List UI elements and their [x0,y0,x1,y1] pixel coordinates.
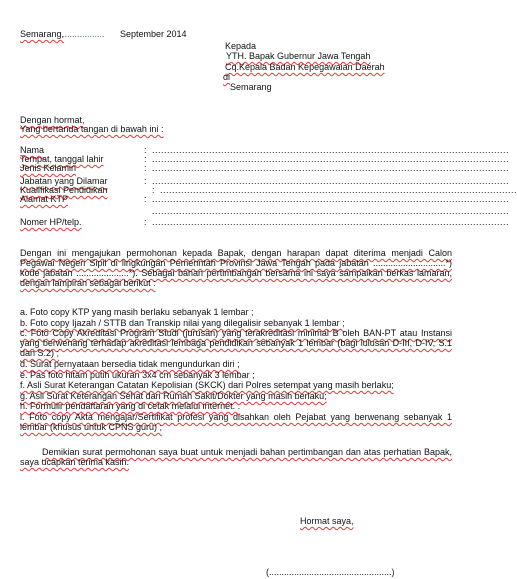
attachment-item-i: i. Foto copy Akta mengajar/Sertifikat profesi yang disahkan oleh Pejabat yang berwenang sebanyak 1 lembar (khusus untuk CPNS guru) ; [20,412,452,432]
field-colon: : [144,176,147,186]
field-label-nama: Nama [20,145,45,155]
recipient-city: Semarang [230,82,272,92]
greeting: Dengan hormat, [20,115,85,125]
field-label-ttl: Tempat, tanggal lahir [20,154,104,164]
field-label-alamat: Alamat KTP [20,194,69,204]
signature-salutation: Hormat saya, [300,516,354,526]
recipient-yth: YTH. Bapak Gubernur Jawa Tengah [226,51,371,61]
attachment-item-d: d. Surat pernyataan bersedia tidak mengundurkan diri ; [20,359,240,369]
place-date: Semarang, [20,29,65,39]
recipient-cq: Cq.Kepala Badan Kepegawaian Daerah [225,62,385,72]
field-colon: : [144,154,147,164]
field-dots-pendidikan: ....................................................................................................................... [160,185,517,195]
field-colon: : [144,145,147,155]
recipient-kepada: Kepada [225,41,257,51]
body-paragraph: Dengan ini mengajukan permohonan kepada Bapak, dengan harapan dapat diterima menjadi Calon Pegawai Negeri Sipil di lingkungan Pemerintah Provinsi Jawa Tengah pada jabatan .............................*) kode jabatan .....................*). Sebagai bahan pertimbangan bersama ini saya sampaikan berkas lamaran, dengan lampiran sebagai berikut : [20,248,452,288]
attachment-item-h: h. Formulir pendaftaran yang di cetak melalui internet. . [20,401,241,411]
field-dots-gender: ....................................................................................................................... [152,163,510,173]
field-label-gender: Jenis Kelamin [20,163,77,173]
field-colon: : [144,217,147,227]
field-dots-jabatan: ....................................................................................................................... [152,176,510,186]
field-dots-alamat-2: ....................................................................................................................... [152,206,510,216]
field-label-jabatan: Jabatan yang Dilamar [20,176,108,186]
signature-name-line: (.................................................) [266,567,395,577]
field-colon: : [144,194,147,204]
field-dots-ttl: ....................................................................................................................... [152,154,510,164]
field-colon: : [152,185,155,195]
field-label-hp: Nomer HP/telp. [20,217,82,227]
field-label-pendidikan: Kualifikasi Pendidikan [20,185,108,195]
recipient-di: di [223,72,231,82]
month-year: September 2014 [120,29,187,39]
date-blank: ................. [62,29,105,39]
attachment-item-a: a. Foto copy KTP yang masih berlaku sebanyak 1 lembar ; [20,307,254,317]
attachment-item-g: g. Asli Surat Keterangan Sehat dari Rumah Sakit/Dokter yang masih berlaku; [20,391,327,401]
attachment-item-f: f. Asli Surat Keterangan Catatan Kepolisian (SKCK) dari Polres setempat yang masih berlaku; [20,380,394,390]
attachment-item-e: e. Pas foto hitam putih ukuran 3x4 cm sebanyak 3 lembar ; [20,370,255,380]
closing-paragraph: Demikian surat permohonan saya buat untuk menjadi bahan pertimbangan dan atas perhatian Bapak, saya ucapkan terima kasih. [20,447,452,467]
field-dots-alamat: ....................................................................................................................... [152,194,510,204]
attachment-item-b: b. Foto copy Ijazah / STTB dan Transkip nilai yang dilegalisir sebanyak 1 lembar ; [20,318,345,328]
field-dots-nama: ....................................................................................................................... [152,145,510,155]
intro-line: Yang bertanda tangan di bawah ini : [20,124,164,134]
field-dots-hp: ....................................................................................................................... [152,217,510,227]
attachment-item-c: c. Foto Copy Akreditasi Program Studi (jurusan) yang terakreditasi minimal B oleh BAN-PT atau Instansi yang berwenang terhadap akreditasi lembaga pendidikan sebanyak 1 lembar (bagi lulusan D-III, D-IV, S.1 dan S.2) ; [20,328,452,358]
field-colon: : [144,163,147,173]
